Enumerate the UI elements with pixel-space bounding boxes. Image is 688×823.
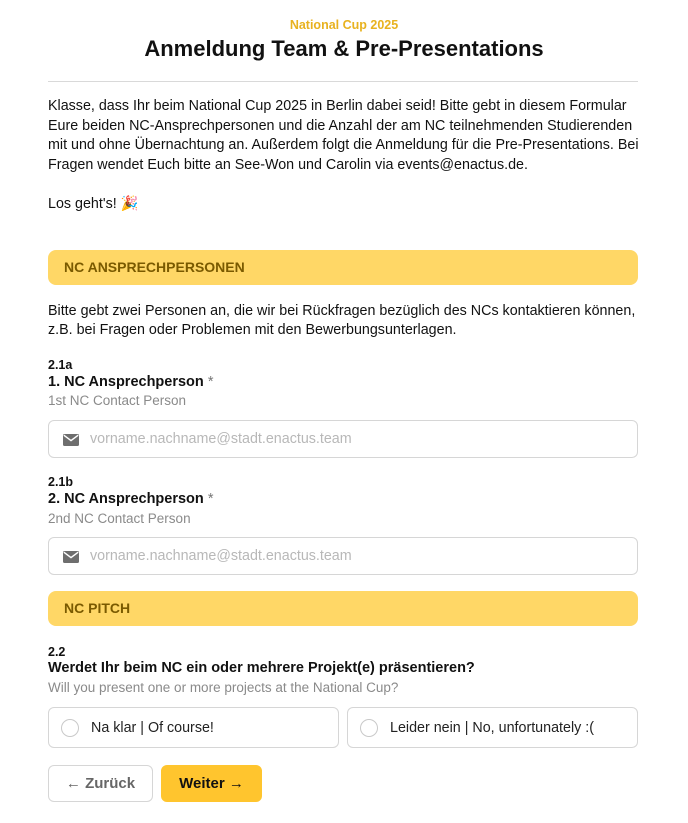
required-marker: * — [207, 491, 214, 507]
contact-2-email-field[interactable] — [48, 537, 638, 575]
contact-1-email-field[interactable] — [48, 420, 638, 458]
question-number-2-1b: 2.1b — [48, 475, 74, 489]
intro-closing: Los geht's! 🎉 — [48, 195, 139, 212]
question-label-pitch: Werdet Ihr beim NC ein oder mehrere Projekt(e) präsentieren? — [48, 660, 475, 676]
contact-1-email-input[interactable] — [90, 431, 610, 447]
question-hint-pitch: Will you present one or more projects at the National Cup? — [48, 680, 399, 695]
radio-circle-icon[interactable] — [61, 719, 79, 737]
event-label: National Cup 2025 — [289, 18, 399, 32]
section-description-contacts: Bitte gebt zwei Personen an, die wir bei Rückfragen bezüglich des NCs kontaktieren können, z.B. bei Fragen oder Problemen mit den Bewerbungsunterlagen. — [48, 303, 636, 338]
question-hint-contact-1: 1st NC Contact Person — [48, 393, 187, 408]
envelope-icon — [63, 550, 79, 562]
question-label-text: 1. NC Ansprechperson — [48, 374, 204, 390]
question-number-2-1a: 2.1a — [48, 358, 73, 372]
question-label-contact-1 — [48, 374, 213, 390]
back-button[interactable]: ← Zurück — [48, 765, 153, 802]
intro-text — [48, 97, 640, 215]
header-divider — [48, 81, 638, 82]
question-label-contact-2 — [48, 491, 213, 507]
envelope-icon — [63, 433, 79, 445]
required-marker: * — [207, 374, 214, 390]
radio-option-label: Leider nein | No, unfortunately :( — [390, 719, 594, 736]
intro-paragraph: Klasse, dass Ihr beim National Cup 2025 in Berlin dabei seid! Bitte gebt in diesem Formular Eure beiden NC-Ansprechpersonen und die Anzahl der am NC teilnehmenden Studierenden mit und ohne Übernachtung an. Außerdem folgt die Anmeldung für die Pre-Presentations. Bei Fragen wendet Euch bitte an See-Won und Carolin via events@enactus.de. — [48, 98, 639, 174]
question-label-text: 2. NC Ansprechperson — [48, 491, 204, 507]
radio-option-yes[interactable] — [48, 707, 339, 748]
section-header-pitch: NC PITCH — [48, 591, 638, 626]
next-button[interactable]: Weiter → — [161, 765, 262, 802]
radio-circle-icon[interactable] — [360, 719, 378, 737]
contact-2-email-input[interactable] — [90, 548, 610, 564]
question-hint-contact-2: 2nd NC Contact Person — [48, 511, 191, 526]
radio-option-no[interactable] — [347, 707, 638, 748]
section-header-contacts: NC ANSPRECHPERSONEN — [48, 250, 638, 285]
question-number-2-2: 2.2 — [48, 645, 66, 659]
page-title: Anmeldung Team & Pre-Presentations — [144, 36, 544, 61]
radio-option-label: Na klar | Of course! — [91, 719, 214, 736]
